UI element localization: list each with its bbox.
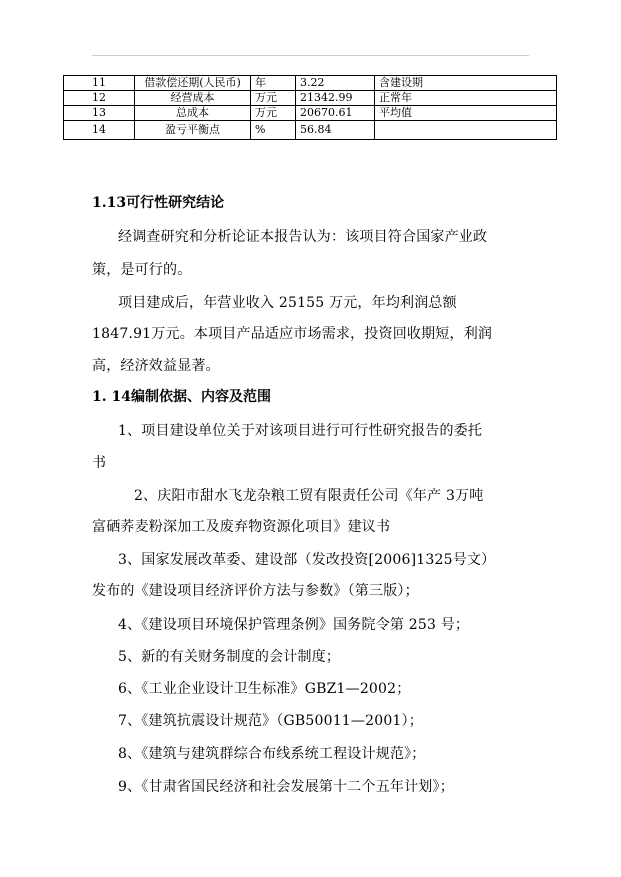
indicator-name: 总成本 [135,106,251,121]
indicator-value: 21342.99 [296,91,375,106]
row-number: 12 [64,91,135,106]
indicator-note [375,121,557,140]
indicator-note: 正常年 [375,91,557,106]
basis-item-2-cont: 富硒荞麦粉深加工及废弃物资源化项目》建议书 [92,519,391,535]
section-heading-1-13: 1.13可行性研究结论 [92,195,225,211]
indicator-value: 56.84 [296,121,375,140]
basis-item-3-cont: 发布的《建设项目经济评价方法与参数》（第三版）； [92,583,419,599]
row-number: 14 [64,121,135,140]
indicator-value: 3.22 [296,76,375,91]
basis-item-2: 2、庆阳市甜水飞龙杂粮工贸有限责任公司《年产 3万吨 [134,488,484,504]
revenue-paragraph-line: 高，经济效益显著。 [92,358,220,374]
indicator-note: 含建设期 [375,76,557,91]
basis-item-9: 9、《甘肃省国民经济和社会发展第十二个五年计划》； [118,779,454,795]
revenue-paragraph-line: 1847.91万元。本项目产品适应市场需求，投资回收期短，利润 [92,326,493,342]
indicator-unit: 万元 [251,106,296,121]
indicator-unit: 万元 [251,91,296,106]
basis-item-7: 7、《建筑抗震设计规范》（GB50011—2001）； [118,713,423,729]
conclusion-paragraph-line: 策，是可行的。 [92,262,192,278]
table-row [64,121,557,140]
indicator-value: 20670.61 [296,106,375,121]
row-number: 11 [64,76,135,91]
indicator-note: 平均值 [375,106,557,121]
indicator-unit: 年 [251,76,296,91]
basis-item-4: 4、《建设项目环境保护管理条例》国务院令第 253 号； [118,617,470,633]
table-row [64,106,557,121]
row-number: 13 [64,106,135,121]
indicator-name: 经营成本 [135,91,251,106]
conclusion-paragraph-line: 经调查研究和分析论证本报告认为：该项目符合国家产业政 [118,229,488,245]
economic-indicators-table [63,75,557,140]
header-rule [92,55,529,56]
revenue-paragraph-line: 项目建成后，年营业收入 25155 万元，年均利润总额 [118,295,457,311]
table-row [64,91,557,106]
basis-item-3: 3、国家发展改革委、建设部（发改投资[2006]1325号文） [118,552,496,568]
indicator-name: 借款偿还期(人民币) [135,76,251,91]
basis-item-1-cont: 书 [92,455,107,471]
table-row [64,76,557,91]
basis-item-5: 5、新的有关财务制度的会计制度； [118,649,341,665]
basis-item-6: 6、《工业企业设计卫生标准》GBZ1—2002； [118,681,411,697]
basis-item-1: 1、项目建设单位关于对该项目进行可行性研究报告的委托 [118,423,483,439]
indicator-unit: % [251,121,296,140]
basis-item-8: 8、《建筑与建筑群综合布线系统工程设计规范》； [118,746,426,762]
indicator-name: 盈亏平衡点 [135,121,251,140]
section-heading-1-14: 1. 14编制依据、内容及范围 [92,389,271,405]
